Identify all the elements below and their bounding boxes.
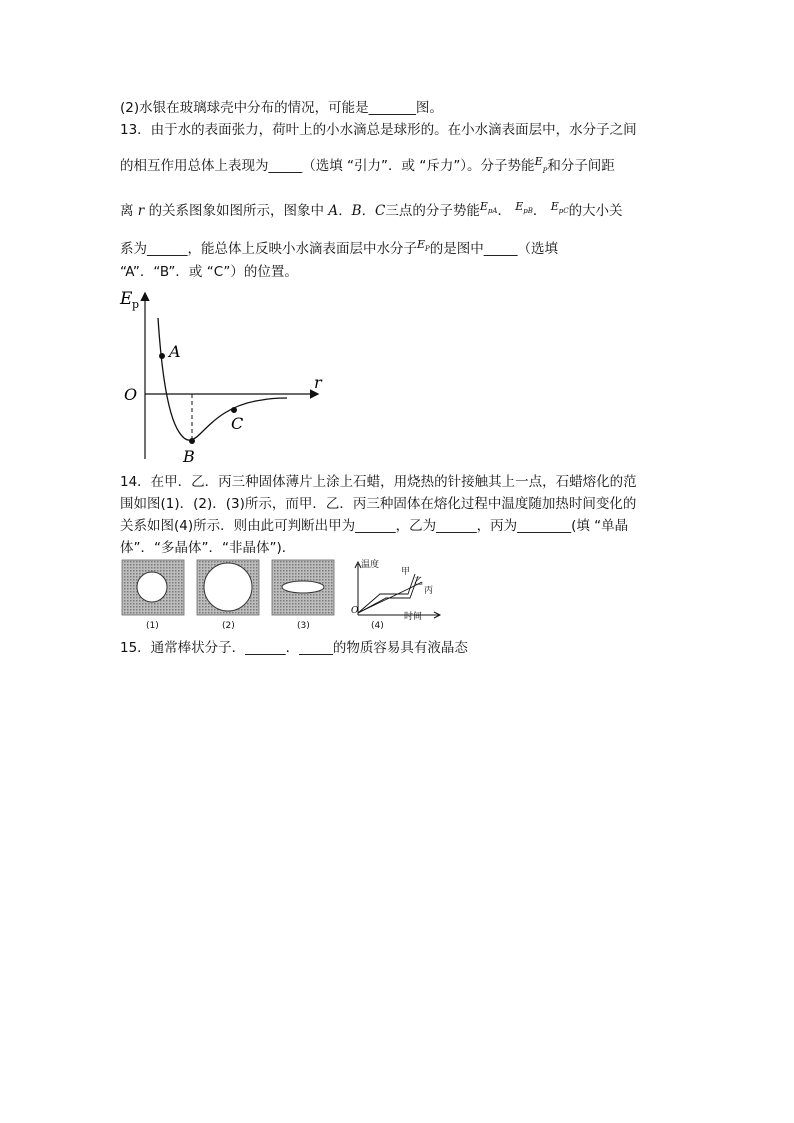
q13-line-2 — [120, 153, 615, 180]
q14-line-3: 关系如图(4)所示．则由此可判断出甲为______，乙为______，丙为________(填 “单晶 — [120, 518, 629, 534]
q12-part2-text: (2)水银在玻璃球壳中分布的情况，可能是_______图。 — [120, 100, 443, 116]
figure-3 — [272, 560, 334, 615]
epb-e: E — [515, 200, 524, 213]
graph-label-a: A — [169, 342, 181, 361]
q13-line-3-text-b: 的关系图象如图所示，图象中 — [148, 203, 325, 219]
figure-2 — [197, 560, 259, 615]
ep2-symbol — [417, 238, 430, 257]
graph-label-c: C — [231, 414, 244, 433]
r-symbol: r — [137, 203, 145, 219]
graph-ylabel-sub: p — [132, 298, 140, 311]
fig4-label-bing: 丙 — [424, 586, 434, 596]
q13-line-5: “A”．“B”．或 “C”）的位置。 — [120, 264, 298, 280]
fig-label-1: (1) — [146, 621, 159, 631]
q13-line-3-text-a: 离 — [120, 203, 134, 219]
q14-line-1: 14．在甲．乙．丙三种固体薄片上涂上石蜡，用烧热的针接触其上一点，石蜡熔化的范 — [120, 474, 637, 490]
epa-sub: pA — [487, 207, 498, 215]
q13-line-4-text-b: 的是图中_____（选填 — [429, 241, 558, 257]
q13-line-4-text-a: 系为______，能总体上反映小水滴表面层中水分子 — [120, 241, 417, 257]
point-a-dot — [159, 353, 165, 359]
ep2-e: E — [417, 238, 426, 251]
epc-sub: pC — [558, 207, 569, 215]
abc-symbols: A．B．C — [328, 203, 386, 219]
ep-symbol-p: P — [542, 167, 548, 175]
q13-line-3-text-c: 三点的分子势能 — [385, 203, 480, 219]
epc-e: E — [550, 200, 559, 213]
epb-sub: pB — [523, 207, 533, 215]
q13-line-3-text-d: 的大小关 — [568, 203, 623, 219]
fig-label-2: (2) — [222, 621, 235, 631]
ep-symbol — [534, 155, 548, 175]
fig-label-3: (3) — [297, 621, 310, 631]
fig4-axis-x-label: 时间 — [404, 612, 423, 622]
graph-ylabel: E — [120, 289, 133, 309]
fig4-label-yi: 乙 — [414, 577, 424, 587]
sep-1: ． — [497, 203, 511, 219]
epb-symbol — [515, 200, 533, 219]
fig4-axis-y-label: 温度 — [361, 560, 380, 570]
q13-line-1: 13．由于水的表面张力，荷叶上的小水滴总是球形的。在小水滴表面层中，水分子之间 — [120, 122, 637, 138]
graph-label-b: B — [183, 447, 195, 464]
fig4-origin: O — [351, 606, 359, 616]
q13-line-2-text-b: 和分子间距 — [547, 158, 615, 174]
sep-2: ． — [532, 203, 547, 219]
ep2-sub: P — [425, 245, 430, 253]
fig-label-4: (4) — [371, 621, 384, 631]
epa-symbol — [479, 200, 498, 219]
q14-line-4: 体”．“多晶体”．“非晶体”)． — [120, 540, 296, 556]
figure-1 — [122, 560, 184, 615]
wax-figures — [118, 558, 448, 636]
fig4-label-jia: 甲 — [401, 567, 411, 577]
q13-line-3 — [120, 198, 623, 220]
q14-line-2: 围如图(1)．(2)．(3)所示，而甲．乙．丙三种固体在熔化过程中温度随加热时间变化的 — [120, 496, 637, 512]
ep-symbol-e: E — [534, 155, 543, 168]
epa-e: E — [479, 200, 488, 213]
q13-line-2-text-a: 的相互作用总体上表现为_____（选填 “引力”．或 “斥力”）。分子势能 — [120, 158, 535, 174]
potential-energy-graph — [112, 284, 332, 464]
potential-curve — [158, 318, 287, 440]
graph-origin: O — [124, 385, 138, 404]
point-c-dot — [231, 407, 237, 413]
point-b-dot — [189, 438, 195, 444]
epc-symbol — [550, 200, 569, 219]
q15-text: 15．通常棒状分子．______．_____的物质容易具有液晶态 — [120, 640, 468, 656]
q13-line-4 — [120, 236, 558, 258]
graph-xlabel: r — [314, 373, 322, 392]
